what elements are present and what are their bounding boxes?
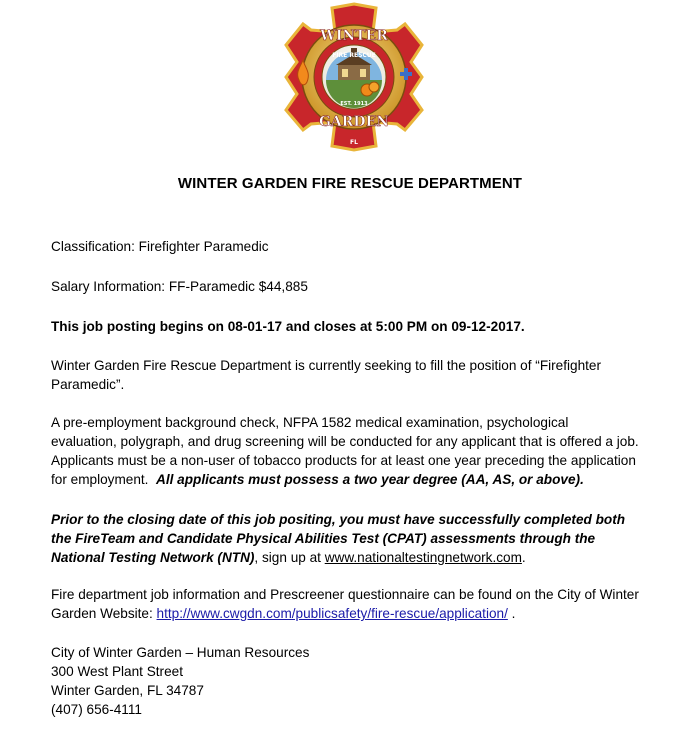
- degree-requirement: All applicants must possess a two year degree (AA, AS, or above).: [156, 472, 584, 487]
- application-link[interactable]: http://www.cwgdn.com/publicsafety/fire-rescue/application/: [156, 606, 508, 621]
- classification-text: Classification: Firefighter Paramedic: [51, 239, 269, 254]
- cpat-line-1: Prior to the closing date of this job positing, you must have successfully completed both: [51, 512, 626, 527]
- contact-block: [51, 643, 671, 719]
- seeking-line-1: Winter Garden Fire Rescue Department is currently seeking to fill the position of “Firefighter: [51, 358, 602, 373]
- cpat-line-3-plain: , sign up at: [254, 550, 325, 565]
- requirements-line-4-plain: for employment.: [51, 472, 157, 487]
- cpat-line-2: the FireTeam and Candidate Physical Abilities Test (CPAT) assessments through the: [51, 531, 596, 546]
- contact-phone: (407) 656-4111: [51, 702, 142, 717]
- requirements-line-4: [51, 470, 671, 489]
- logo-bottom-text: GARDEN: [318, 114, 390, 130]
- logo-state-text: FL: [350, 139, 358, 146]
- contact-line-1: City of Winter Garden – Human Resources: [51, 645, 310, 660]
- requirements-line-1: A pre-employment background check, NFPA 1582 medical examination, psychological: [51, 415, 569, 430]
- info-paragraph: [51, 585, 671, 623]
- cpat-line-3-end: .: [521, 550, 526, 565]
- info-line-2-plain: Garden Website:: [51, 606, 157, 621]
- info-line-1: Fire department job information and Prescreener questionnaire can be found on the City of Winter: [51, 587, 639, 602]
- winter-garden-fire-rescue-logo: [281, 2, 427, 152]
- contact-line-3: Winter Garden, FL 34787: [51, 683, 204, 698]
- posting-dates-text: This job posting begins on 08-01-17 and closes at 5:00 PM on 09-12-2017.: [51, 319, 525, 334]
- contact-line-2: 300 West Plant Street: [51, 664, 183, 679]
- seeking-line-2: Paramedic”.: [51, 377, 125, 392]
- seeking-paragraph: [51, 356, 671, 394]
- info-line-2-end: .: [507, 606, 516, 621]
- logo-est-text: EST. 1913: [340, 101, 368, 107]
- requirements-line-2: evaluation, polygraph, and drug screening will be conducted for any applicant that is offered a job.: [51, 434, 639, 449]
- cpat-paragraph: [51, 510, 671, 567]
- ntn-link[interactable]: www.nationaltestingnetwork.com: [324, 550, 522, 565]
- page-title: WINTER GARDEN FIRE RESCUE DEPARTMENT: [177, 175, 523, 192]
- requirements-paragraph: [51, 413, 671, 489]
- ntn-name: National Testing Network (NTN): [51, 550, 255, 565]
- logo-top-text: WINTER: [320, 28, 388, 44]
- info-line-2: [51, 604, 671, 623]
- logo-inner-text: FIRE RESCUE: [332, 52, 376, 59]
- salary-text: Salary Information: FF-Paramedic $44,885: [51, 279, 308, 294]
- cpat-line-3: [51, 548, 671, 567]
- requirements-line-3: Applicants must be a non-user of tobacco products for at least one year preceding the application: [51, 453, 636, 468]
